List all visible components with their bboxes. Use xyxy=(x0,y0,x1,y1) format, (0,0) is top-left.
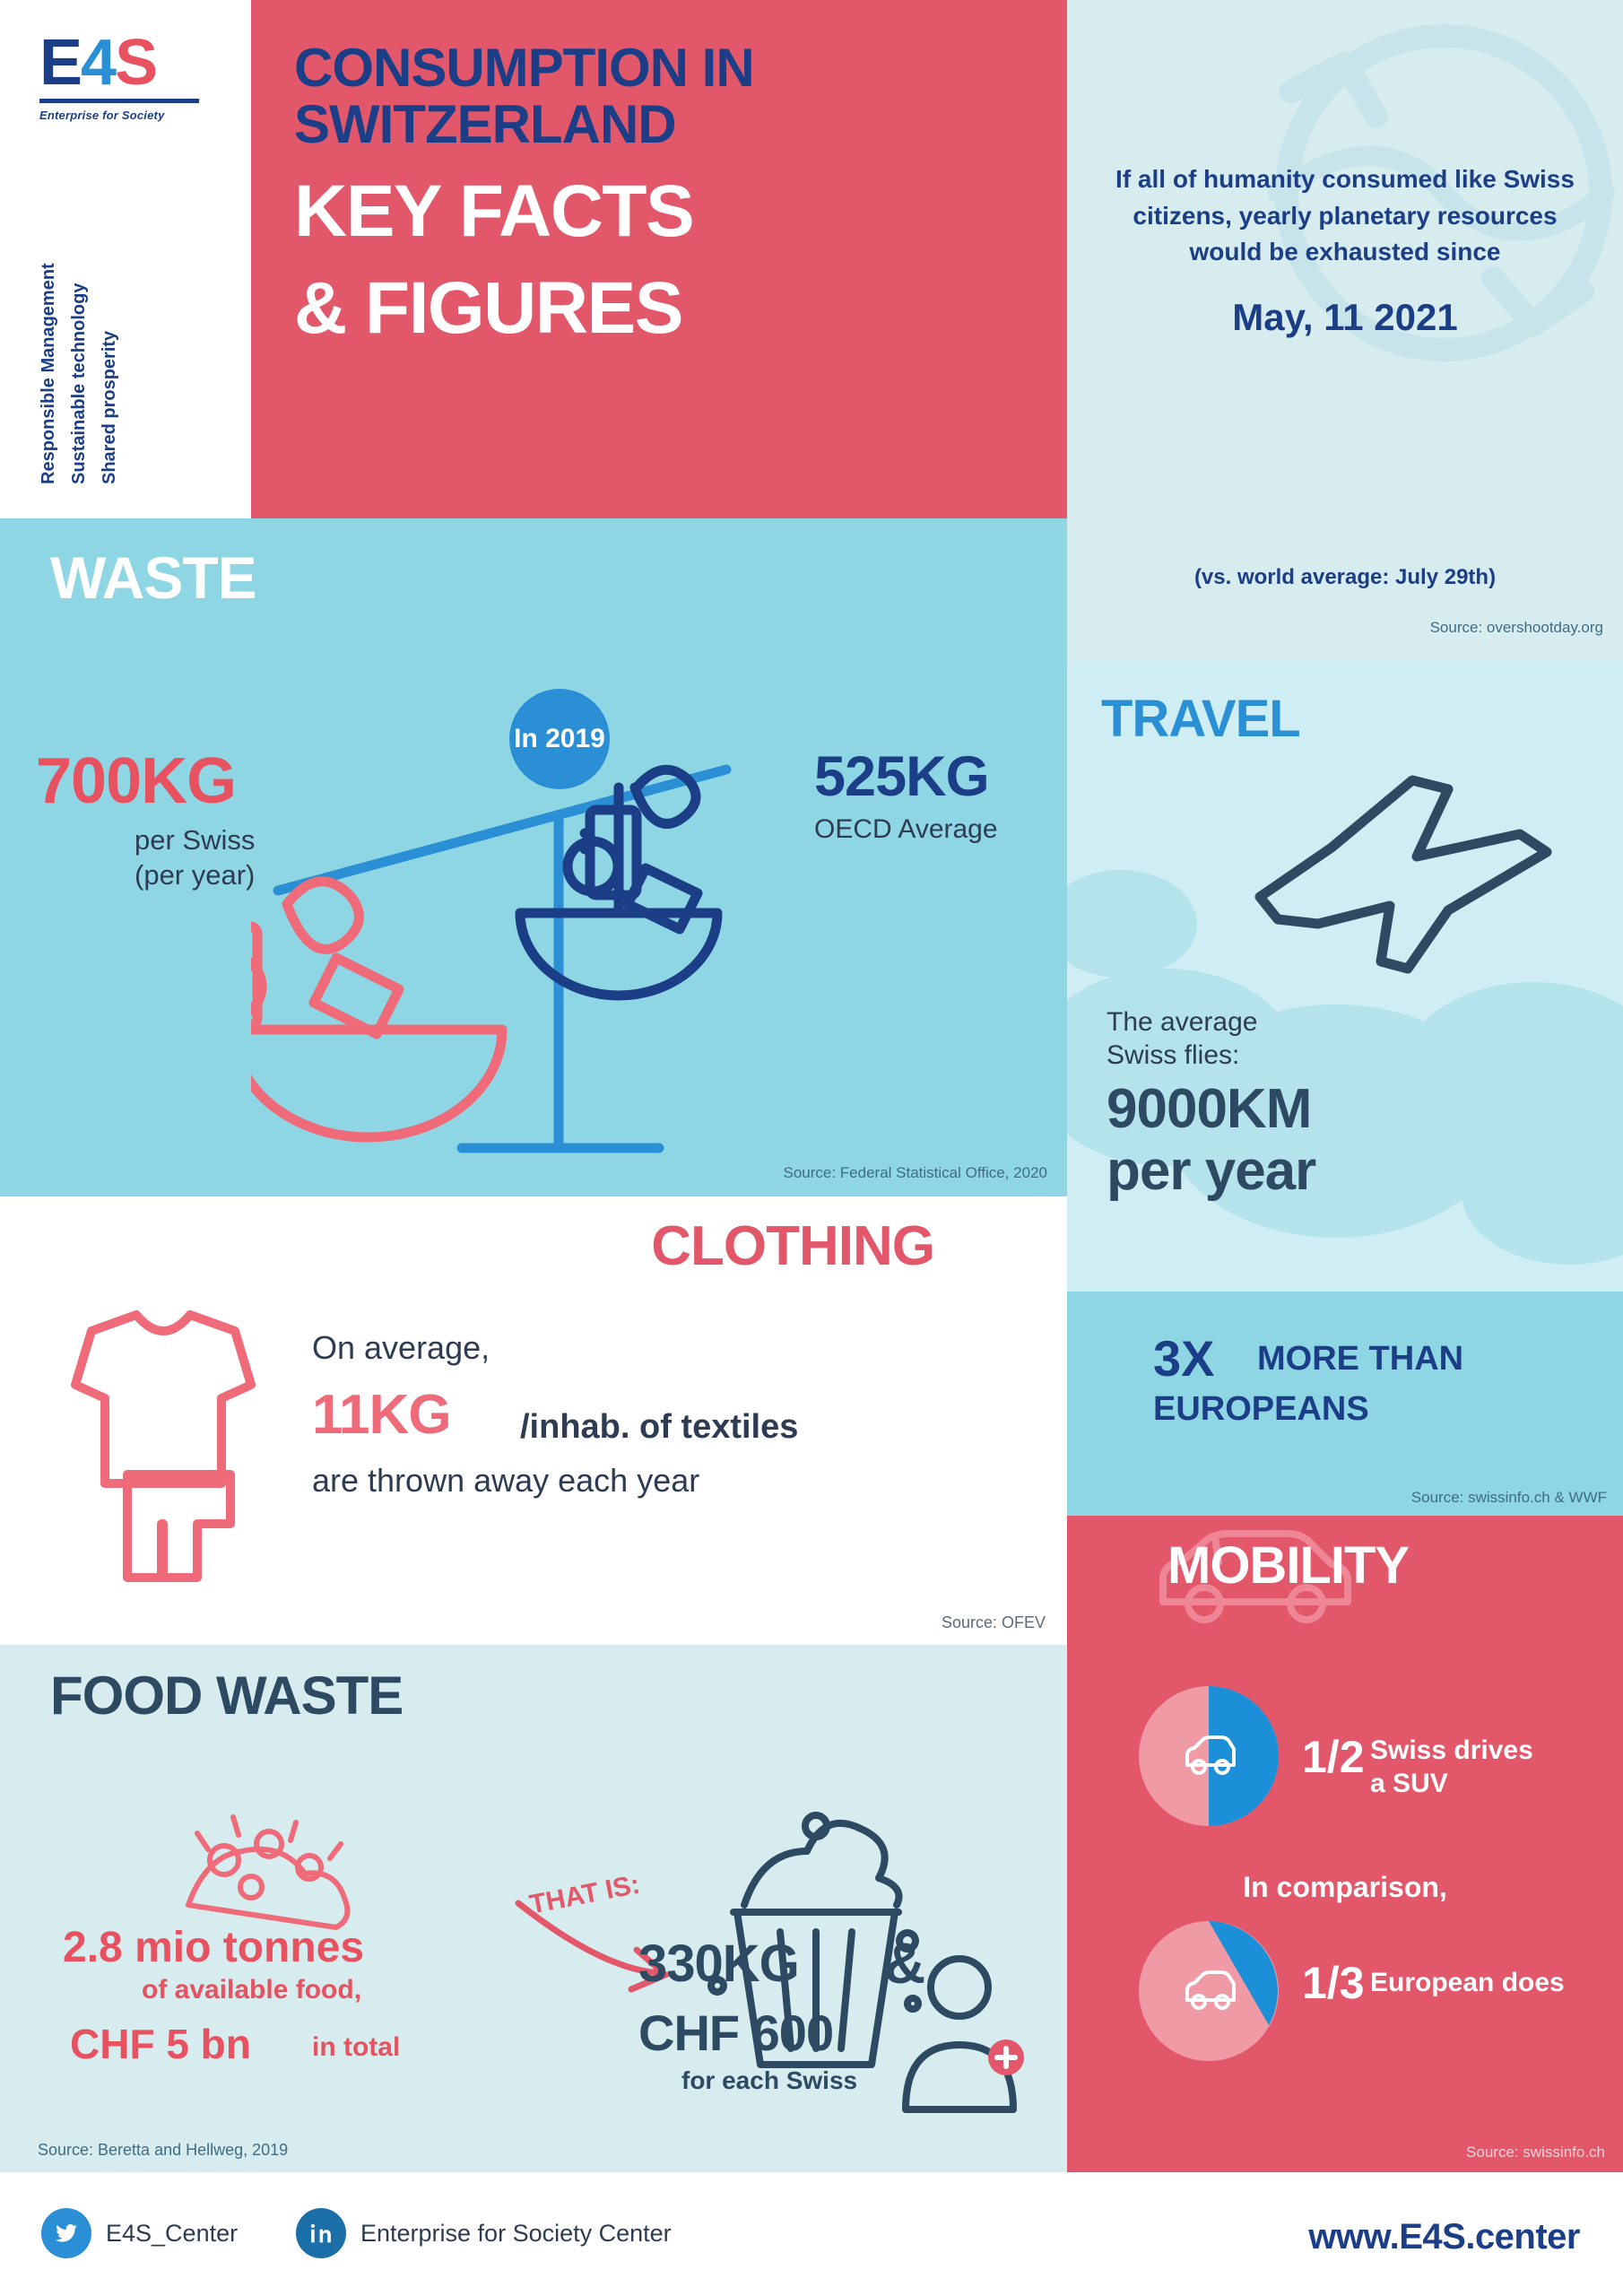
overshoot-panel xyxy=(1067,0,1623,664)
twitter-link[interactable] xyxy=(41,2208,238,2258)
tagline-sustainable-technology: Sustainable technology xyxy=(69,283,89,484)
food-ampersand: & xyxy=(884,1931,926,1996)
airplane-icon xyxy=(1224,762,1565,978)
mobility-panel xyxy=(1067,1516,1623,2172)
waste-panel xyxy=(0,518,1067,1196)
vertical-taglines xyxy=(39,179,206,484)
logo-letter-4: 4 xyxy=(81,27,116,99)
food-waste-panel xyxy=(0,1645,1067,2172)
linkedin-name[interactable]: Enterprise for Society Center xyxy=(360,2219,672,2247)
clothing-panel xyxy=(0,1196,1067,1645)
header-banner xyxy=(251,0,1067,518)
page-title-line2: SWITZERLAND xyxy=(294,94,676,154)
car-small-icon-1 xyxy=(1182,1729,1237,1785)
food-pile-icon xyxy=(161,1797,386,1932)
clothing-line3: are thrown away each year xyxy=(312,1462,700,1499)
logo-letter-s: S xyxy=(115,27,157,99)
footer-bar xyxy=(0,2172,1623,2296)
waste-swiss-label-l1: per Swiss xyxy=(135,824,256,856)
travel-more-than: MORE THAN xyxy=(1257,1340,1464,1378)
tagline-shared-prosperity: Shared prosperity xyxy=(100,330,119,484)
clothing-value-suffix: /inhab. of textiles xyxy=(520,1408,799,1446)
food-title: FOOD WASTE xyxy=(50,1665,404,1726)
waste-scale-illustration xyxy=(251,734,789,1191)
logo-letter-e: E xyxy=(39,27,82,99)
overshoot-source: Source: overshootday.org xyxy=(1429,619,1603,636)
food-tonnes-label: of available food, xyxy=(142,1975,362,2005)
travel-panel xyxy=(1067,664,1623,1292)
twitter-handle[interactable]: E4S_Center xyxy=(106,2219,239,2247)
clothing-icon xyxy=(38,1295,289,1591)
food-that-is-label: THAT IS: xyxy=(526,1869,643,1920)
waste-year-badge xyxy=(509,689,610,789)
waste-oecd-value: 525KG xyxy=(814,745,989,808)
food-chf-each: CHF 600 xyxy=(638,2005,834,2061)
waste-swiss-value: 700KG xyxy=(36,745,237,817)
clothing-value: 11KG xyxy=(312,1384,451,1446)
waste-title: WASTE xyxy=(50,544,256,611)
page-subtitle-line1: KEY FACTS xyxy=(294,170,694,252)
e4s-logo xyxy=(39,27,219,122)
mobility-source: Source: swissinfo.ch xyxy=(1466,2144,1605,2161)
travel-multiplier: 3X xyxy=(1153,1330,1215,1387)
travel-europeans: EUROPEANS xyxy=(1153,1390,1369,1428)
food-chf-label: in total xyxy=(312,2032,401,2062)
waste-oecd-label: OECD Average xyxy=(814,814,998,844)
travel-lead-l2: Swiss flies: xyxy=(1107,1039,1240,1070)
logo-divider xyxy=(39,99,199,103)
clothing-line1: On average, xyxy=(312,1329,490,1366)
travel-value xyxy=(1107,1078,1315,1203)
travel-lead xyxy=(1107,1006,1257,1072)
website-link[interactable]: www.E4S.center xyxy=(1308,2217,1580,2257)
travel-comparison-panel xyxy=(1067,1292,1623,1516)
clothing-title: CLOTHING xyxy=(651,1215,934,1277)
food-chf-value: CHF 5 bn xyxy=(70,2021,251,2067)
car-small-icon-2 xyxy=(1182,1964,1237,2020)
travel-value-l2: per year xyxy=(1107,1140,1316,1203)
mobility-comparison: In comparison, xyxy=(1243,1871,1447,1903)
tagline-responsible-management: Responsible Management xyxy=(39,263,58,484)
mobility-stat2-fraction: 1/3 xyxy=(1302,1958,1365,2008)
logo-subtitle: Enterprise for Society xyxy=(39,109,165,122)
page-subtitle-line2: & FIGURES xyxy=(294,266,682,349)
mobility-stat1-l2: a SUV xyxy=(1370,1768,1448,1798)
travel-source: Source: swissinfo.ch & WWF xyxy=(1410,1489,1607,1506)
overshoot-text xyxy=(1067,161,1623,339)
food-tonnes-value: 2.8 mio tonnes xyxy=(63,1924,365,1971)
overshoot-date: May, 11 2021 xyxy=(1232,295,1458,338)
travel-value-l1: 9000KM xyxy=(1107,1078,1312,1140)
mobility-stat1-text xyxy=(1370,1735,1533,1800)
food-source: Source: Beretta and Hellweg, 2019 xyxy=(38,2141,289,2159)
clothing-source: Source: OFEV xyxy=(941,1613,1046,1631)
food-each-swiss-label: for each Swiss xyxy=(681,2066,858,2094)
overshoot-comparison: (vs. world average: July 29th) xyxy=(1193,565,1497,589)
overshoot-lead: If all of humanity consumed like Swiss citizens, yearly planetary resources would be exhausted since xyxy=(1115,165,1575,266)
travel-lead-l1: The average xyxy=(1107,1007,1258,1037)
waste-source: Source: Federal Statistical Office, 2020 xyxy=(783,1164,1047,1181)
mobility-title: MOBILITY xyxy=(1167,1536,1410,1595)
linkedin-icon[interactable] xyxy=(296,2208,346,2258)
mobility-stat2-text: European does xyxy=(1370,1968,1565,1997)
page-title-line1: CONSUMPTION IN xyxy=(294,38,754,98)
mobility-stat1-fraction: 1/2 xyxy=(1302,1732,1365,1782)
logo-wordmark xyxy=(39,27,219,99)
travel-title: TRAVEL xyxy=(1101,690,1300,748)
linkedin-link[interactable] xyxy=(296,2208,672,2258)
mobility-stat1-l1: Swiss drives xyxy=(1370,1735,1533,1765)
waste-year-text: In 2019 xyxy=(514,724,605,754)
logo-column xyxy=(0,0,251,518)
waste-swiss-label xyxy=(135,823,255,893)
food-kg-each: 330KG xyxy=(638,1935,799,1993)
waste-swiss-label-l2: (per year) xyxy=(135,858,256,891)
twitter-icon[interactable] xyxy=(41,2208,91,2258)
